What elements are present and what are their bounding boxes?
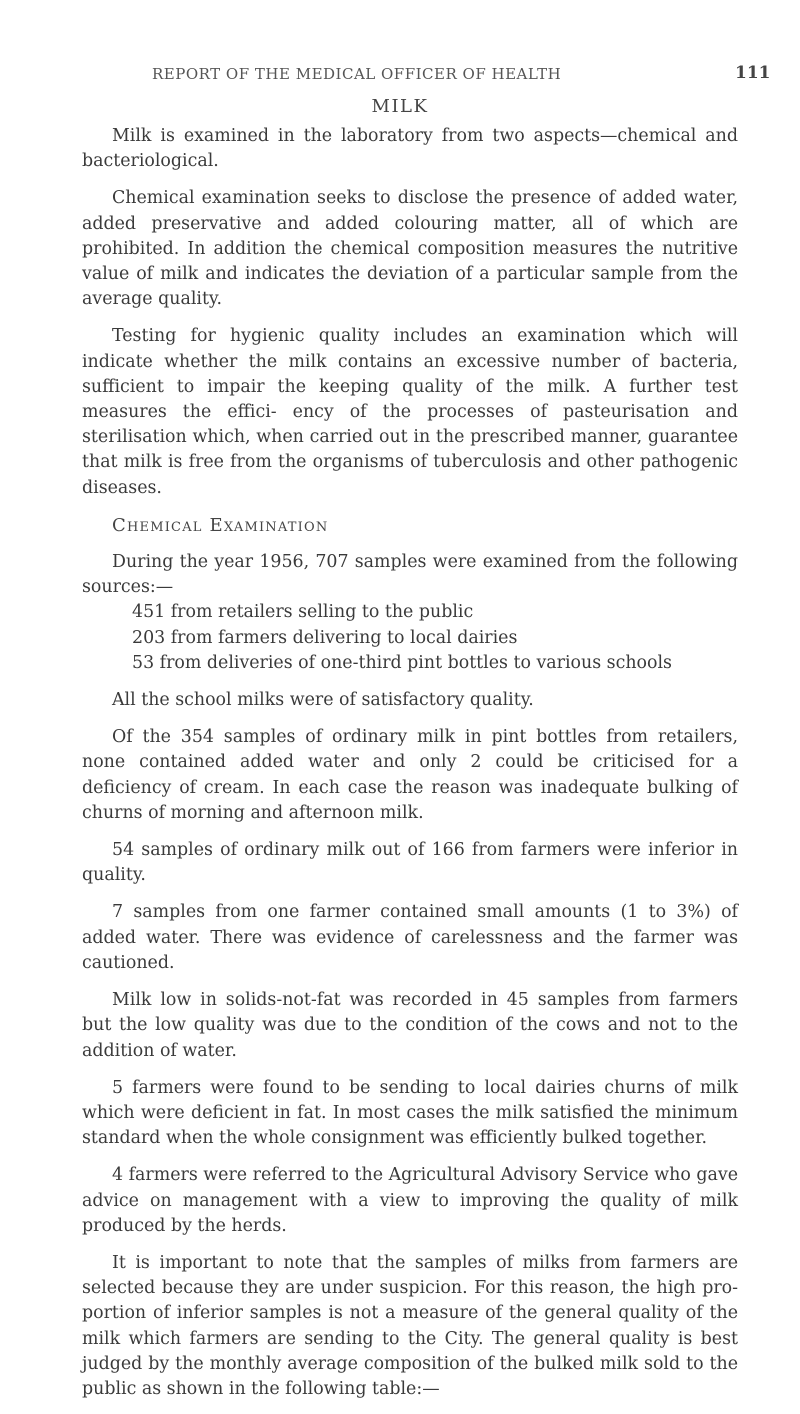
subheading-chemical-examination: Chemical Examination — [112, 514, 329, 536]
paragraph-hygienic-testing: Testing for hygienic quality includes an examination which will indicate whether the milk contains an excessive number of bacteria, sufficient to impair the keeping quality of the milk. A further test measures the effici- ency of the processes of pasteurisation and sterilisation which, when carried out in the prescribed manner, guarantee that milk is free from the organisms of tuberculosis and other pathogenic diseases. — [82, 326, 738, 498]
paragraph-advisory-service: 4 farmers were referred to the Agricultural Advisory Service who gave advice on management with a view to improving the quality of milk produced by the herds. — [82, 1165, 738, 1236]
paragraph-intro: Milk is examined in the laboratory from two aspects—chemical and bacteriological. — [82, 126, 738, 172]
running-head: REPORT OF THE MEDICAL OFFICER OF HEALTH — [152, 65, 562, 83]
page-number: 111 — [735, 63, 771, 83]
paragraph-fat-deficiency: 5 farmers were found to be sending to local dairies churns of milk which were deficient in fat. In most cases the milk satisfied the minimum standard when the whole consignment was efficiently bulked together. — [82, 1077, 738, 1149]
list-item: 53 from deliveries of one-third pint bottles to various schools — [132, 652, 672, 673]
list-item: 203 from farmers delivering to local dairies — [132, 627, 518, 648]
paragraph-retailer-samples: Of the 354 samples of ordinary milk in pint bottles from retailers, none contained added water and only 2 could be criticised for a deficiency of cream. In each case the reason was inadequate bulking of churns of morning and afternoon milk. — [82, 727, 738, 823]
section-title: MILK — [371, 96, 429, 117]
paragraph-school-milks: All the school milks were of satisfactory quality. — [112, 690, 534, 711]
body-text — [82, 124, 738, 1414]
paragraph-sample-sources: During the year 1956, 707 samples were examined from the following sources:— — [82, 552, 738, 598]
paragraph-sample-selection: It is important to note that the samples of milks from farmers are selected because they are under suspicion. For this reason, the high pro- portion of inferior samples is not a measure of the general quality of the milk which farmers are sending to the City. The general quality is best judged by the monthly average composition of the bulked milk sold to the public as shown in the following table:— — [82, 1252, 738, 1399]
list-item: 451 from retailers selling to the public — [132, 602, 474, 623]
paragraph-solids-not-fat: Milk low in solids-not-fat was recorded in 45 samples from farmers but the low quality was due to the condition of the cows and not to the addition of water. — [82, 990, 738, 1061]
paragraph-chemical-purpose: Chemical examination seeks to disclose the presence of added water, added preservative and added colouring matter, all of which are prohibited. In addition the chemical composition measures the nutritive value of milk and indicates the deviation of a particular sample from the average quality. — [82, 188, 738, 310]
paragraph-farmer-inferior: 54 samples of ordinary milk out of 166 from farmers were inferior in quality. — [82, 840, 738, 886]
source-list — [82, 600, 738, 676]
paragraph-added-water: 7 samples from one farmer contained small amounts (1 to 3%) of added water. There was evidence of carelessness and the farmer was cautioned. — [82, 902, 738, 973]
